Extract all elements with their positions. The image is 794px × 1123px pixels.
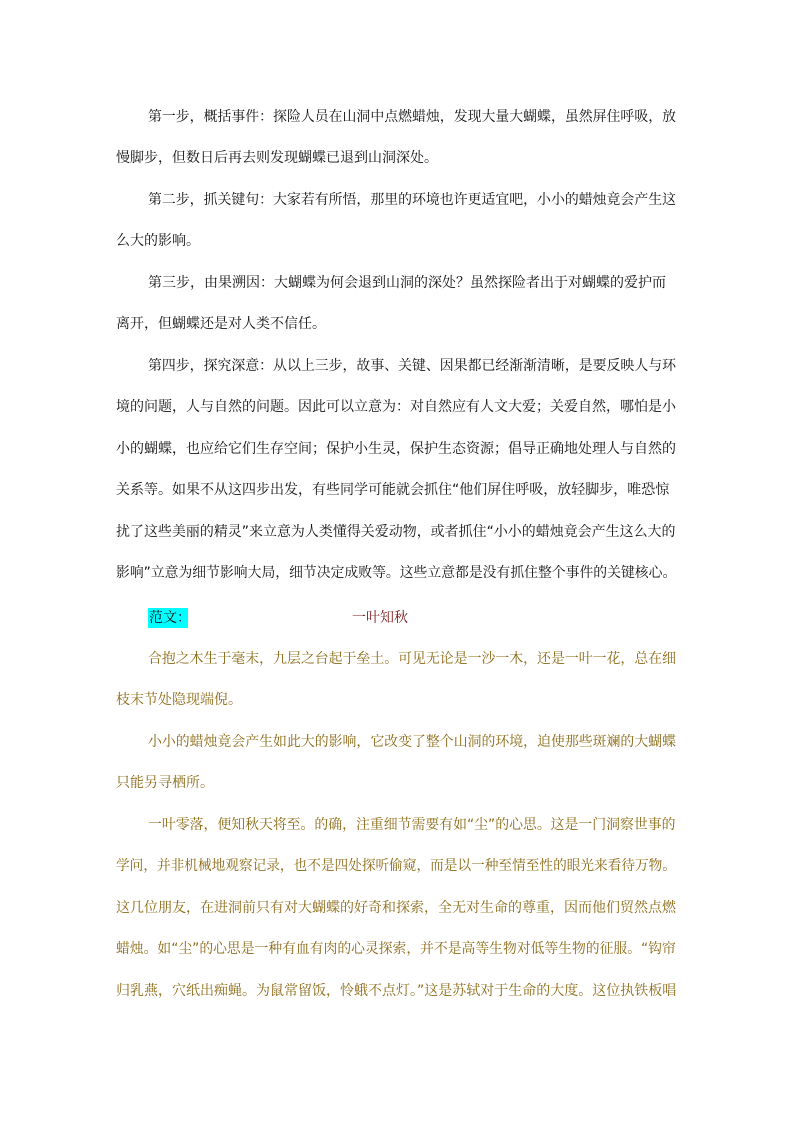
essay-p2-line-2: 只能另寻栖所。 bbox=[116, 775, 214, 791]
step4-line-2: 境的问题，人与自然的问题。因此可以立意为：对自然应有人文大爱；关爱自然，哪怕是小 bbox=[116, 399, 676, 415]
essay-p1-line-1: 合抱之木生于毫末，九层之台起于垒土。可见无论是一沙一木，还是一叶一花，总在细 bbox=[148, 651, 677, 667]
essay-label: 范文： bbox=[149, 610, 191, 626]
essay-p3-line-3: 这几位朋友，在进洞前只有对大蝴蝶的好奇和探索，全无对生命的尊重，因而他们贸然点燃 bbox=[116, 900, 676, 916]
essay-title: 一叶知秋 bbox=[352, 610, 408, 626]
essay-p3-line-2: 学问，并非机械地观察记录，也不是四处探听偷窥，而是以一种至情至性的眼光来看待万物。 bbox=[116, 858, 676, 874]
step2-line-1: 第二步，抓关键句：大家若有所悟，那里的环境也许更适宜吧，小小的蜡烛竟会产生这 bbox=[148, 192, 677, 208]
step1-line-1: 第一步，概括事件：探险人员在山洞中点燃蜡烛，发现大量大蝴蝶，虽然屏住呼吸，放 bbox=[148, 109, 677, 125]
step4-line-4: 关系等。如果不从这四步出发，有些同学可能就会抓住“他们屏住呼吸，放轻脚步，唯恐惊 bbox=[116, 482, 670, 498]
essay-p3-line-4: 蜡烛。如“尘”的心思是一种有血有肉的心灵探索，并不是高等生物对低等生物的征服。“钩帘 bbox=[116, 941, 676, 957]
step1-line-2: 慢脚步，但数日后再去则发现蝴蝶已退到山洞深处。 bbox=[116, 150, 438, 166]
essay-p1-line-2: 枝末节处隐现端倪。 bbox=[116, 692, 242, 708]
step4-line-5: 扰了这些美丽的精灵”来立意为人类懂得关爱动物，或者抓住“小小的蜡烛竟会产生这么大的 bbox=[116, 524, 676, 540]
essay-p2-line-1: 小小的蜡烛竟会产生如此大的影响，它改变了整个山洞的环境，迫使那些斑斓的大蝴蝶 bbox=[148, 734, 677, 750]
essay-p3-line-1: 一叶零落，便知秋天将至。的确，注重细节需要有如“尘”的心思。这是一门洞察世事的 bbox=[148, 817, 676, 833]
step2-line-2: 么大的影响。 bbox=[116, 233, 200, 249]
step4-line-3: 小的蝴蝶，也应给它们生存空间；保护小生灵，保护生态资源；倡导正确地处理人与自然的 bbox=[116, 441, 676, 457]
step4-line-6: 影响”立意为细节影响大局，细节决定成败等。这些立意都是没有抓住整个事件的关键核心。 bbox=[116, 565, 677, 581]
step3-line-2: 离开，但蝴蝶还是对人类不信任。 bbox=[116, 316, 326, 332]
step4-line-1: 第四步，探究深意：从以上三步，故事、关键、因果都已经渐渐清晰，是要反映人与环 bbox=[148, 358, 677, 374]
step3-line-1: 第三步，由果溯因：大蝴蝶为何会退到山洞的深处？虽然探险者出于对蝴蝶的爱护而 bbox=[148, 275, 666, 291]
essay-p3-line-5: 归乳燕，穴纸出痴蝇。为鼠常留饭，怜蛾不点灯。”这是苏轼对于生命的大度。这位执铁板唱 bbox=[116, 983, 677, 999]
